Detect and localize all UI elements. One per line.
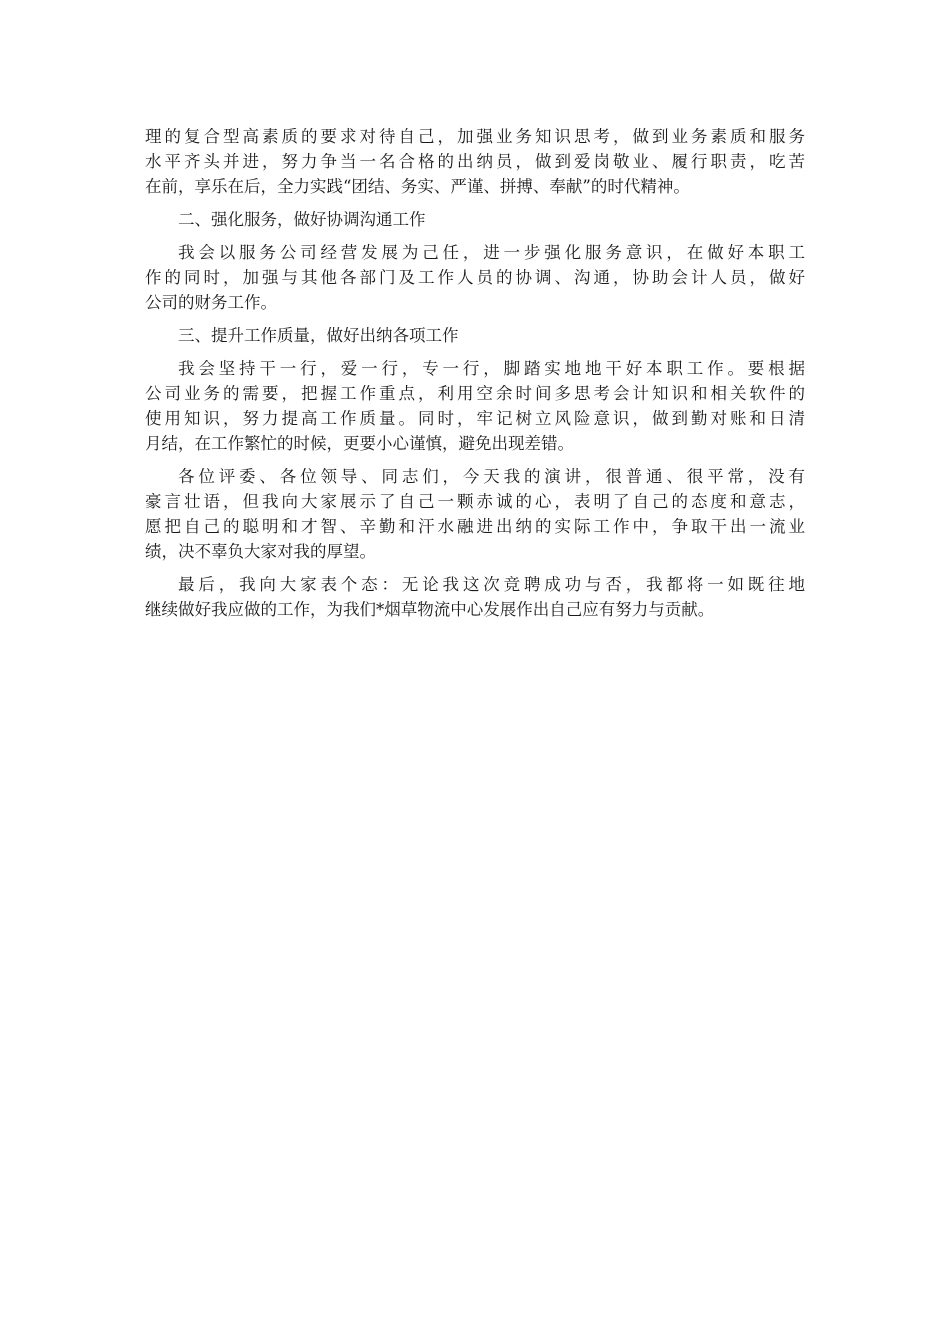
- text-line: 继续做好我应做的工作，为我们*烟草物流中心发展作出自己应有努力与贡献。: [145, 600, 715, 619]
- text-line: 作的同时，加强与其他各部门及工作人员的协调、沟通，协助会计人员，做好: [145, 268, 805, 287]
- paragraph-service: [145, 240, 805, 315]
- document-body: [145, 124, 805, 630]
- text-line: 我会以服务公司经营发展为己任，进一步强化服务意识，在做好本职工: [178, 243, 805, 262]
- text-line: 使用知识，努力提高工作质量。同时，牢记树立风险意识，做到勤对账和日清: [145, 409, 805, 428]
- text-line: 在前，享乐在后，全力实践“团结、务实、严谨、拼搏、奉献”的时代精神。: [145, 177, 690, 196]
- text-line: 理的复合型高素质的要求对待自己，加强业务知识思考，做到业务素质和服务: [145, 127, 805, 146]
- text-line: 各位评委、各位领导、同志们，今天我的演讲，很普通、很平常，没有: [178, 467, 805, 486]
- text-line: 公司的财务工作。: [145, 293, 277, 312]
- text-line: 公司业务的需要，把握工作重点，利用空余时间多思考会计知识和相关软件的: [145, 384, 805, 403]
- text-line: 水平齐头并进，努力争当一名合格的出纳员，做到爱岗敬业、履行职责，吃苦: [145, 152, 805, 171]
- text-line: 绩，决不辜负大家对我的厚望。: [145, 542, 376, 561]
- paragraph-closing: [145, 572, 805, 622]
- paragraph-quality: [145, 356, 805, 456]
- paragraph-address: [145, 464, 805, 564]
- text-line: 月结，在工作繁忙的时候，更要小心谨慎，避免出现差错。: [145, 434, 574, 453]
- text-line: 豪言壮语，但我向大家展示了自己一颗赤诚的心，表明了自己的态度和意志，: [145, 492, 805, 511]
- heading-line: 二、强化服务，做好协调沟通工作: [178, 210, 426, 229]
- text-line: 愿把自己的聪明和才智、辛勤和汗水融进出纳的实际工作中，争取干出一流业: [145, 517, 805, 536]
- section-heading-service: [145, 207, 805, 232]
- heading-line: 三、提升工作质量，做好出纳各项工作: [178, 326, 459, 345]
- paragraph-intro-continuation: [145, 124, 805, 199]
- text-line: 我会坚持干一行，爱一行，专一行，脚踏实地地干好本职工作。要根据: [178, 359, 805, 378]
- text-line: 最后，我向大家表个态：无论我这次竞聘成功与否，我都将一如既往地: [178, 575, 805, 594]
- section-heading-quality: [145, 323, 805, 348]
